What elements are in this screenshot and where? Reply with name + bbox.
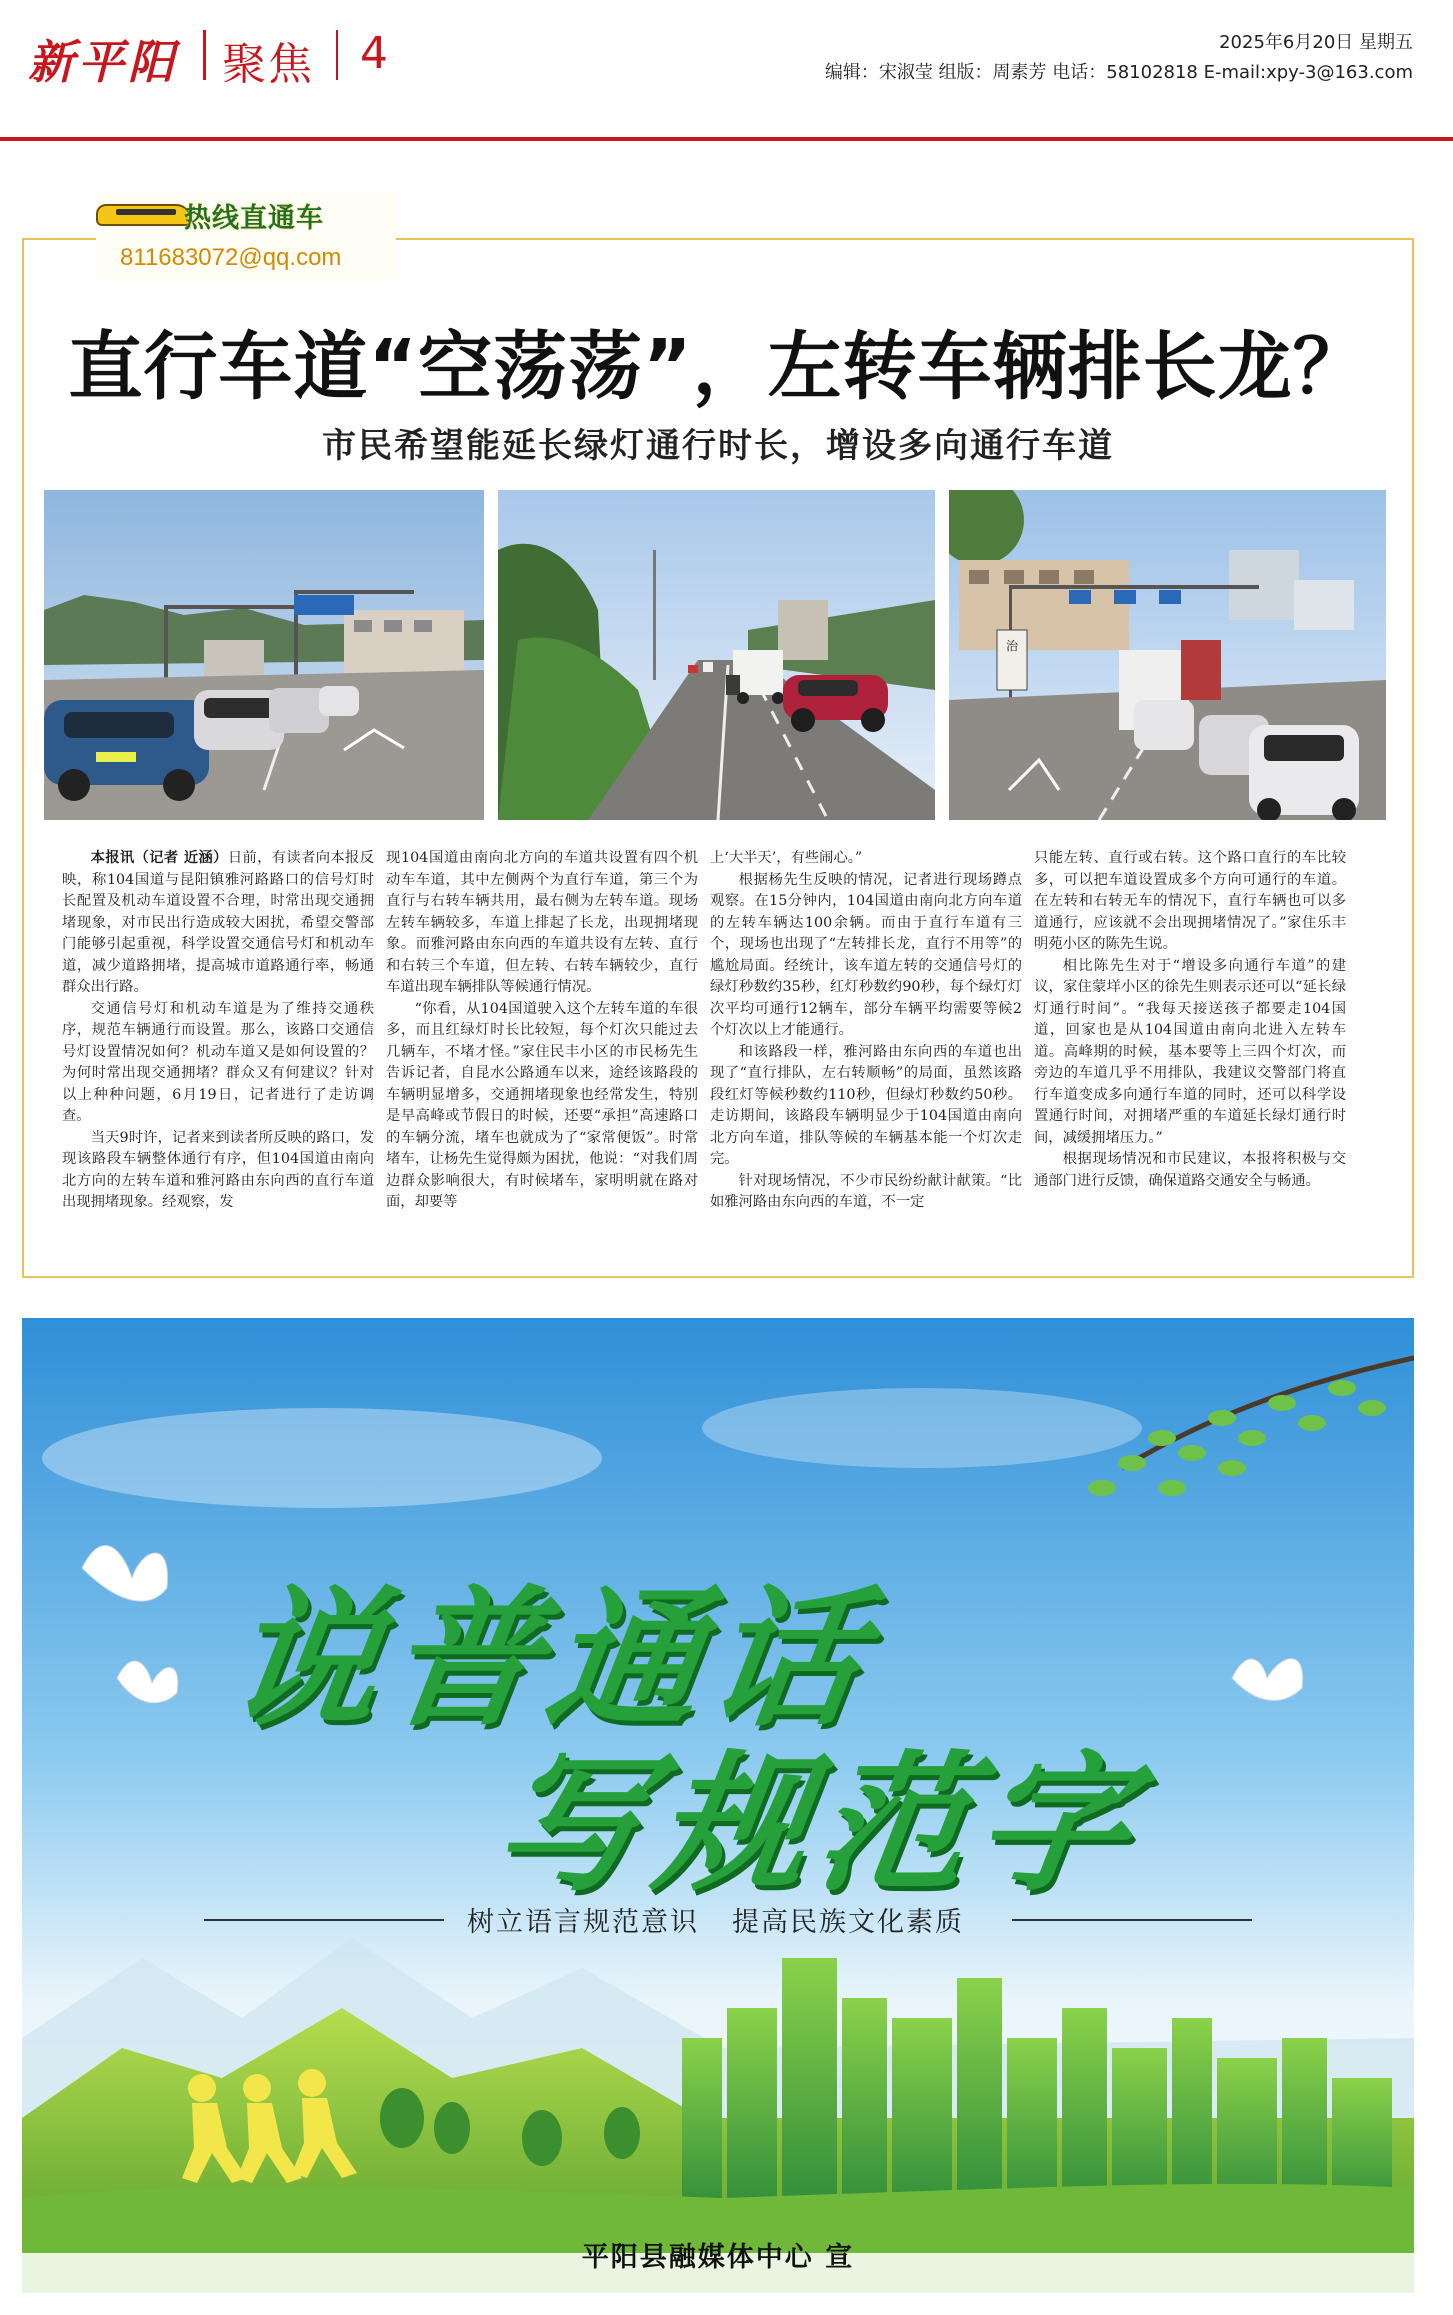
poster-slogan-speak-mandarin: 说普通话 (217, 1573, 883, 1747)
article-column-4 (1034, 848, 1346, 1192)
article-headline: 直行车道“空荡荡”，左转车辆排长龙？ (68, 324, 1368, 410)
article-paragraph: 根据现场情况和市民建议，本报将积极与交通部门进行反馈，确保道路交通安全与畅通。 (1034, 1151, 1346, 1189)
mandarin-poster (22, 1318, 1414, 2293)
photo-vehicle-queue (949, 490, 1386, 820)
article-paragraph: 交通信号灯和机动车道是为了维持交通秩序，规范车辆通行而设置。那么，该路口交通信号灯设置情况如何？机动车道又是如何设置的？为何时常出现交通拥堵？群众又有何建议？针对以上种种问题，6月19日，记者进行了走访调查。 (62, 1000, 374, 1124)
poster-slogan-write-standard: 写规范字 (485, 1738, 1151, 1912)
article-subheadline: 市民希望能延长绿灯通行时长，增设多向通行车道 (322, 426, 1114, 466)
hotline-badge (96, 190, 396, 282)
train-icon (96, 204, 192, 226)
article-column-2 (386, 848, 698, 1214)
hotline-label: 热线直通车 (184, 203, 324, 234)
article-paragraph: “你看，从104国道驶入这个左转车道的车很多，而且红绿灯时长比较短，每个灯次只能过去几辆车，不堵才怪。”家住民丰小区的市民杨先生告诉记者，自昆水公路通车以来，途经该路段的车辆明显增多，交通拥堵现象也经常发生，特别是早高峰或节假日的时候，还要“承担”高速路口的车辆分流，堵车也就成为了“家常便饭”。时常堵车，让杨先生觉得颇为困扰，他说：“对我们周边群众影响很大，有时候堵车，家明明就在路对面，却要等 (386, 1000, 698, 1210)
masthead-divider (203, 30, 206, 80)
photo-straight-lanes (498, 490, 935, 820)
article-paragraph: 和该路段一样，雅河路由东向西的车道也出现了“直行排队，左右转顺畅”的局面，虽然该路段红灯等候秒数约110秒，但绿灯秒数约50秒。走访期间，该路段车辆明显少于104国道由南向北方向车道，排队等候的车辆基本能一个灯次走完。 (710, 1043, 1022, 1167)
masthead-divider (336, 30, 338, 80)
article-paragraph: 现104国道由南向北方向的车道共设置有四个机动车车道，其中左侧两个为直行车道，第三个为直行与右转车辆共用，最右侧为左转车道。现场左转车辆较多，车道上排起了长龙，出现拥堵现象。而雅河路由东向西的车道共设有左转、直行和右转三个车道，但左转、右转车辆较少，直行车道出现车辆排队等候通行情况。 (386, 850, 698, 995)
article-paragraph: 只能左转、直行或右转。这个路口直行的车比较多，可以把车道设置成多个方向可通行的车道。在左转和右转无车的情况下，直行车辆也可以多道通行，应该就不会出现拥堵情况了。”家住乐丰明苑小区的陈先生说。 (1034, 850, 1346, 952)
article-paragraph: 根据杨先生反映的情况，记者进行现场蹲点观察。在15分钟内，104国道由南向北方向车道的左转车辆达100余辆。而由于直行车道有三个，现场也出现了“左转排长龙，直行不用等”的尴尬局面。经统计，该车道左转的交通信号灯的绿灯秒数约35秒，红灯秒数约90秒，每个绿灯灯次平均可通行12辆车，部分车辆平均需要等候2个灯次以上才能通行。 (710, 871, 1022, 1038)
hotline-email: 811683072@qq.com (120, 244, 342, 271)
poster-credit: 平阳县融媒体中心 宣 (581, 2242, 855, 2273)
article-paragraph: 相比陈先生对于“增设多向通行车道”的建议，家住蒙垟小区的徐先生则表示还可以“延长绿灯通行时间”。“我每天接送孩子都要走104国道，回家也是从104国道由南向北进入左转车道。高峰期的时候，基本要等上三四个灯次，而旁边的车道几乎不用排队，我建议交警部门将直行车道变成多向通行车道的同时，还可以科学设置通行时间，对拥堵严重的车道延长绿灯通行时间，减缓拥堵压力。” (1034, 957, 1346, 1146)
photo-intersection-left-turn (44, 490, 484, 820)
roadside-sign-text: 治 (1005, 639, 1019, 653)
page-number: 4 (360, 28, 388, 79)
article-paragraph: 针对现场情况，不少市民纷纷献计献策。“比如雅河路由东向西的车道，不一定 (710, 1172, 1022, 1210)
poster-divider (1012, 1919, 1252, 1921)
article-column-1 (62, 848, 374, 1214)
article-text: 日前，有读者向本报反映，称104国道与昆阳镇雅河路路口的信号灯时长配置及机动车道设置不合理，时常出现交通拥堵现象，对市民出行造成较大困扰，希望交警部门能够引起重视，科学设置交通信号灯和机动车道，减少道路拥堵，提高城市道路通行率，畅通群众出行路。 (62, 850, 374, 995)
byline: 本报讯（记者 近涵） (90, 850, 228, 866)
newspaper-logo: 新平阳 (28, 35, 178, 89)
masthead-rule (0, 137, 1453, 141)
article-column-3 (710, 848, 1022, 1214)
svg-text:治 (1006, 639, 1019, 653)
article-body (62, 848, 1386, 1268)
editor-credits: 编辑：宋淑莹 组版：周素芳 电话：58102818 E-mail:xpy-3@163.com (824, 62, 1413, 83)
section-title: 聚焦 (222, 39, 314, 90)
article-paragraph: 当天9时许，记者来到读者所反映的路口，发现该路段车辆整体通行有序，但104国道由南向北方向的左转车道和雅河路由东向西的直行车道出现拥堵现象。经观察，发 (62, 1129, 374, 1210)
poster-subslogan: 树立语言规范意识 (467, 1907, 699, 1938)
article-paragraph (62, 848, 374, 999)
issue-date: 2025年6月20日 星期五 (1219, 32, 1413, 53)
masthead (0, 0, 1453, 140)
poster-subslogan: 提高民族文化素质 (732, 1907, 964, 1938)
article-paragraph: 上‘大半天’，有些闹心。” (710, 850, 863, 866)
poster-divider (204, 1919, 444, 1921)
